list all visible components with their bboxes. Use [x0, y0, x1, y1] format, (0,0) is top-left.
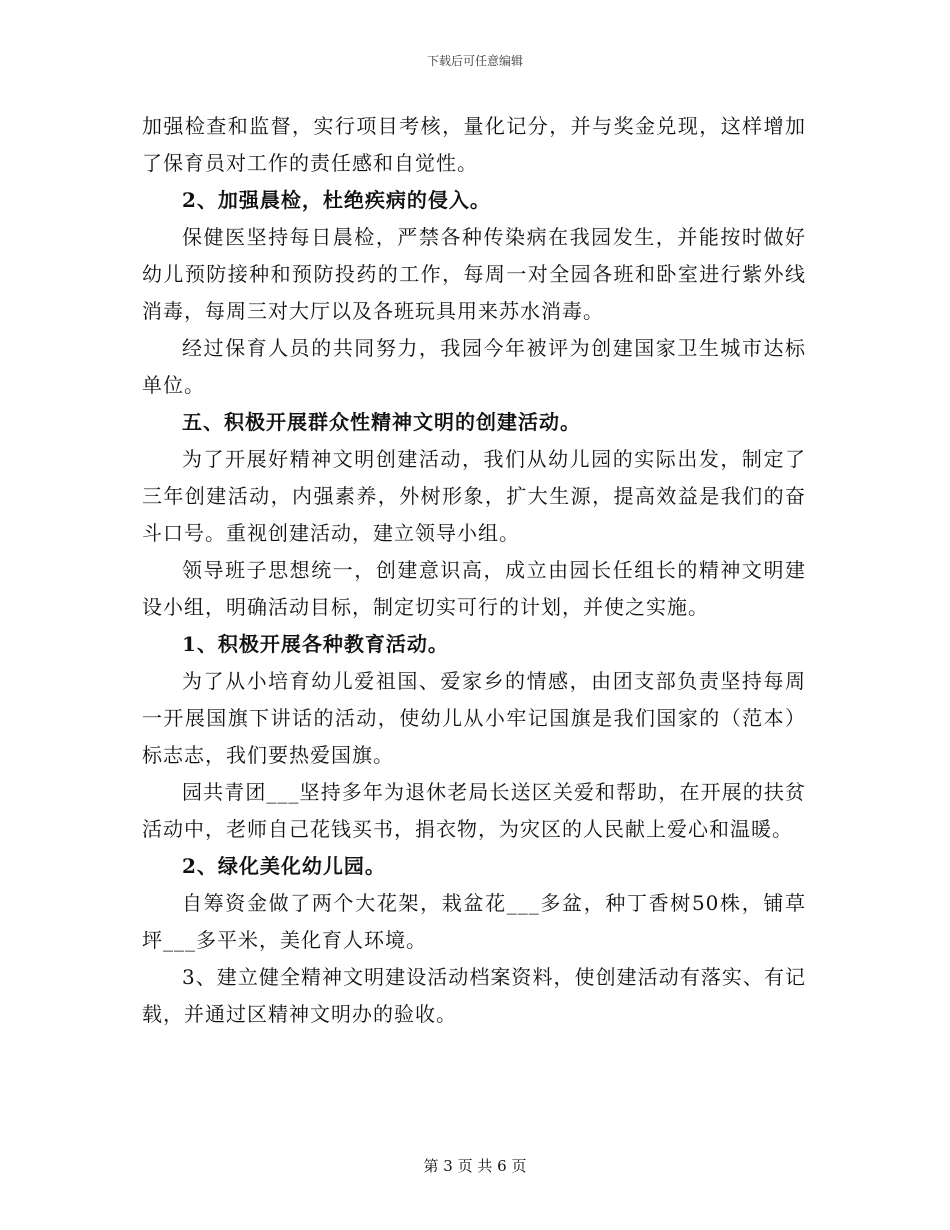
page-header: 下载后可任意编辑	[426, 54, 523, 68]
paragraph: 为了开展好精神文明创建活动，我们从幼儿园的实际出发，制定了三年创建活动，内强素养，外树形象，扩大生源，提高效益是我们的奋斗口号。重视创建活动，建立领导小组。	[142, 447, 806, 545]
paragraph: 领导班子思想统一，创建意识高，成立由园长任组长的精神文明建设小组，明确活动目标，制定切实可行的计划，并使之实施。	[142, 558, 806, 619]
document-body	[142, 108, 806, 1033]
paragraph: 保健医坚持每日晨检，严禁各种传染病在我园发生，并能按时做好幼儿预防接种和预防投药的工作，每周一对全园各班和卧室进行紫外线消毒，每周三对大厅以及各班玩具用来苏水消毒。	[142, 225, 806, 323]
paragraph: 自筹资金做了两个大花架，栽盆花___多盆，种丁香树50株，铺草坪___多平米，美化育人环境。	[142, 891, 806, 952]
paragraph: 经过保育人员的共同努力，我园今年被评为创建国家卫生城市达标单位。	[142, 336, 806, 397]
section-heading: 1、积极开展各种教育活动。	[182, 632, 449, 656]
paragraph: 加强检查和监督，实行项目考核，量化记分，并与奖金兑现，这样增加了保育员对工作的责任感和自觉性。	[142, 114, 806, 175]
paragraph: 园共青团___坚持多年为退休老局长送区关爱和帮助，在开展的扶贫活动中，老师自己花钱买书，捐衣物，为灾区的人民献上爱心和温暖。	[142, 780, 806, 841]
section-heading: 2、绿化美化幼儿园。	[182, 854, 386, 878]
paragraph: 为了从小培育幼儿爱祖国、爱家乡的情感，由团支部负责坚持每周一开展国旗下讲话的活动，使幼儿从小牢记国旗是我们国家的（范本）标志志，我们要热爱国旗。	[142, 669, 806, 767]
section-heading: 五、积极开展群众性精神文明的创建活动。	[182, 410, 581, 434]
page-number-footer: 第 3 页 共 6 页	[423, 1157, 527, 1175]
paragraph: 3、建立健全精神文明建设活动档案资料，使创建活动有落实、有记载，并通过区精神文明办的验收。	[142, 965, 806, 1026]
section-heading: 2、加强晨检，杜绝疾病的侵入。	[182, 188, 491, 212]
